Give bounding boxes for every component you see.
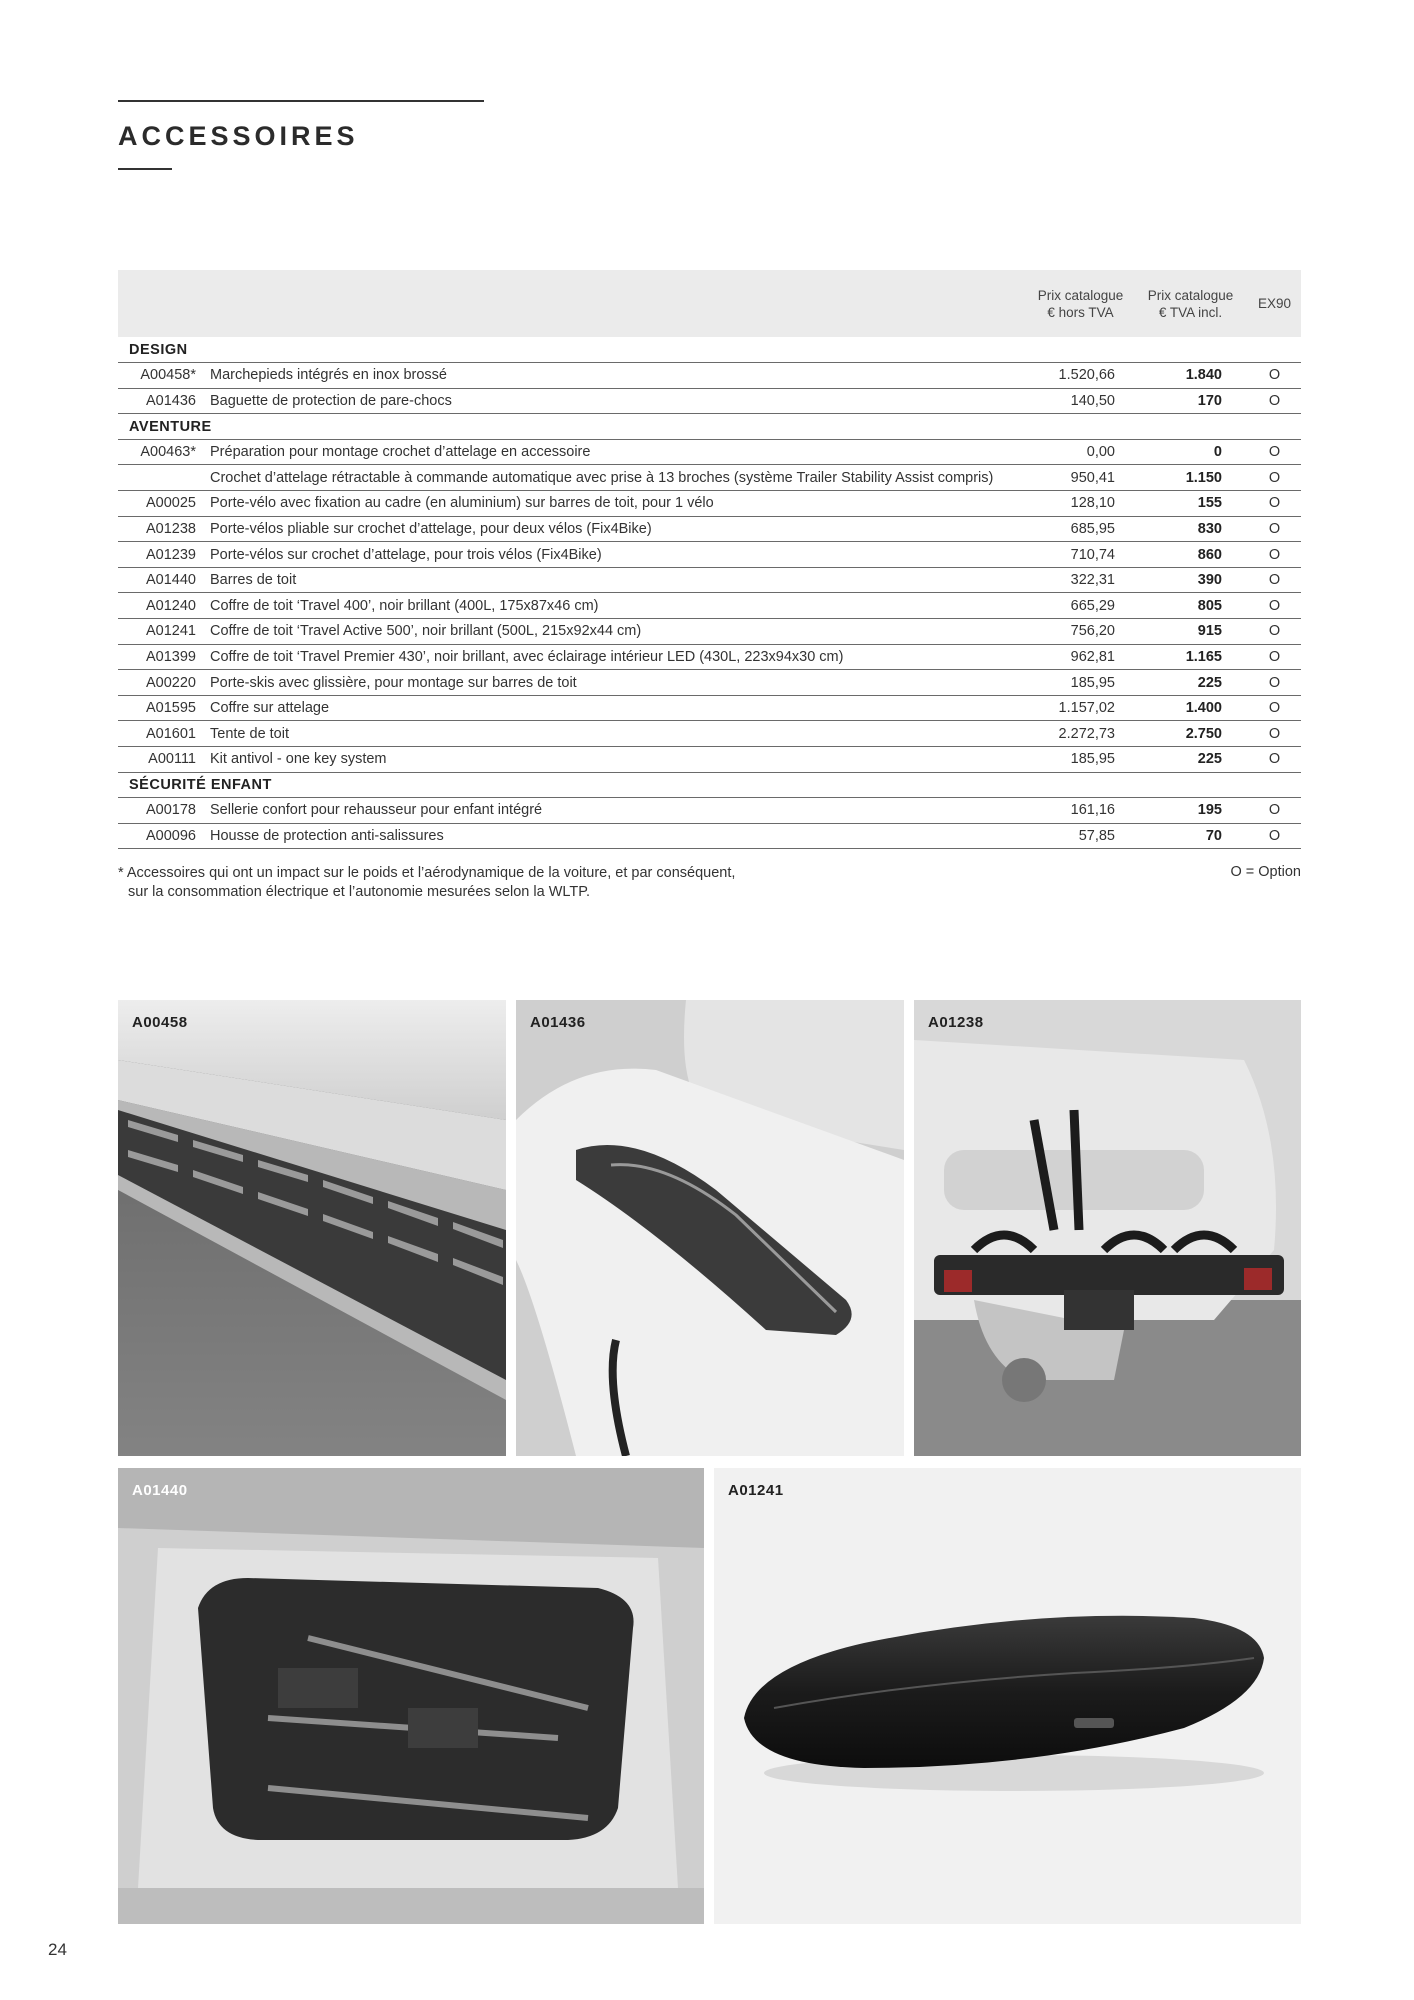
availability: O: [1248, 619, 1301, 645]
price-incl-vat: 70: [1133, 823, 1248, 849]
availability: O: [1248, 798, 1301, 824]
table-row: [118, 363, 1301, 389]
price-incl-vat: 1.165: [1133, 644, 1248, 670]
availability: O: [1248, 670, 1301, 696]
availability: O: [1248, 644, 1301, 670]
item-code: A00025: [118, 491, 210, 517]
item-description: Porte-vélos pliable sur crochet d’attelage, pour deux vélos (Fix4Bike): [210, 516, 1028, 542]
table-row: [118, 491, 1301, 517]
item-code: A01601: [118, 721, 210, 747]
price-excl-vat: 1.520,66: [1028, 363, 1133, 389]
item-description: Coffre de toit ‘Travel 400’, noir brillant (400L, 175x87x46 cm): [210, 593, 1028, 619]
photo-label: A01238: [928, 1014, 984, 1031]
table-row: [118, 593, 1301, 619]
header-price-excl-line2: € hors TVA: [1047, 304, 1114, 320]
header-price-incl-line2: € TVA incl.: [1158, 304, 1223, 320]
table-row: [118, 798, 1301, 824]
item-description: Porte-vélos sur crochet d’attelage, pour trois vélos (Fix4Bike): [210, 542, 1028, 568]
item-description: Housse de protection anti-salissures: [210, 823, 1028, 849]
item-description: Porte-vélo avec fixation au cadre (en aluminium) sur barres de toit, pour 1 vélo: [210, 491, 1028, 517]
price-incl-vat: 225: [1133, 747, 1248, 773]
table-row: [118, 465, 1301, 491]
price-incl-vat: 1.840: [1133, 363, 1248, 389]
item-description: Baguette de protection de pare-chocs: [210, 388, 1028, 414]
table-row: [118, 516, 1301, 542]
roof-bars-illustration: [118, 1468, 704, 1924]
table-header-row: [118, 270, 1301, 337]
item-code: A01241: [118, 619, 210, 645]
item-description: Sellerie confort pour rehausseur pour enfant intégré: [210, 798, 1028, 824]
header-price-incl-line1: Prix catalogue: [1147, 287, 1234, 303]
availability: O: [1248, 363, 1301, 389]
item-description: Kit antivol - one key system: [210, 747, 1028, 773]
table-row: [118, 721, 1301, 747]
price-excl-vat: 665,29: [1028, 593, 1133, 619]
item-code: A01440: [118, 567, 210, 593]
item-code: A01595: [118, 695, 210, 721]
price-excl-vat: 685,95: [1028, 516, 1133, 542]
photo-label: A01436: [530, 1014, 586, 1031]
item-description: Porte-skis avec glissière, pour montage sur barres de toit: [210, 670, 1028, 696]
section-title: DESIGN: [118, 337, 1301, 363]
header-code: [118, 270, 210, 337]
item-code: A01436: [118, 388, 210, 414]
price-excl-vat: 161,16: [1028, 798, 1133, 824]
availability: O: [1248, 823, 1301, 849]
footnote-line-2: sur la consommation électrique et l’autonomie mesurées selon la WLTP.: [128, 884, 591, 900]
photo-running-boards: [118, 1000, 506, 1456]
price-incl-vat: 2.750: [1133, 721, 1248, 747]
item-description: Barres de toit: [210, 567, 1028, 593]
photo-label: A00458: [132, 1014, 188, 1031]
title-underline: [118, 168, 172, 170]
item-description: Marchepieds intégrés en inox brossé: [210, 363, 1028, 389]
price-incl-vat: 1.150: [1133, 465, 1248, 491]
item-code: A01239: [118, 542, 210, 568]
price-incl-vat: 1.400: [1133, 695, 1248, 721]
price-table: [118, 270, 1301, 849]
option-legend: O = Option: [1230, 864, 1301, 880]
price-incl-vat: 830: [1133, 516, 1248, 542]
availability: O: [1248, 516, 1301, 542]
photo-roof-box: [714, 1468, 1301, 1924]
price-excl-vat: 140,50: [1028, 388, 1133, 414]
availability: O: [1248, 542, 1301, 568]
section-title: SÉCURITÉ ENFANT: [118, 772, 1301, 798]
footnote: [118, 864, 735, 902]
item-description: Crochet d’attelage rétractable à commande automatique avec prise à 13 broches (système Trailer Stability Assist compris): [210, 465, 1028, 491]
availability: O: [1248, 721, 1301, 747]
table-row: [118, 823, 1301, 849]
availability: O: [1248, 491, 1301, 517]
item-code: A00220: [118, 670, 210, 696]
item-code: A00458*: [118, 363, 210, 389]
bumper-illustration: [516, 1000, 904, 1456]
footnote-line-1: * Accessoires qui ont un impact sur le poids et l’aérodynamique de la voiture, et par conséquent,: [118, 865, 736, 881]
table-row: [118, 644, 1301, 670]
price-excl-vat: 185,95: [1028, 670, 1133, 696]
item-description: Préparation pour montage crochet d’attelage en accessoire: [210, 439, 1028, 465]
header-price-incl-vat: [1133, 270, 1248, 337]
price-incl-vat: 915: [1133, 619, 1248, 645]
table-row: [118, 747, 1301, 773]
price-excl-vat: 0,00: [1028, 439, 1133, 465]
availability: O: [1248, 388, 1301, 414]
photo-roof-bars: [118, 1468, 704, 1924]
header-model: EX90: [1257, 296, 1292, 311]
price-excl-vat: 710,74: [1028, 542, 1133, 568]
header-price-excl-vat: [1028, 270, 1133, 337]
item-code: A00111: [118, 747, 210, 773]
table-row: [118, 388, 1301, 414]
photo-label: A01241: [728, 1482, 784, 1499]
availability: O: [1248, 747, 1301, 773]
roof-box-illustration: [714, 1468, 1301, 1924]
table-body: [118, 337, 1301, 849]
price-excl-vat: 962,81: [1028, 644, 1133, 670]
price-table-container: [118, 270, 1301, 849]
table-row: [118, 542, 1301, 568]
price-excl-vat: 322,31: [1028, 567, 1133, 593]
item-code: A01399: [118, 644, 210, 670]
running-board-illustration: [118, 1000, 506, 1456]
price-incl-vat: 390: [1133, 567, 1248, 593]
price-incl-vat: 225: [1133, 670, 1248, 696]
availability: O: [1248, 567, 1301, 593]
price-incl-vat: 0: [1133, 439, 1248, 465]
photo-bumper-protection: [516, 1000, 904, 1456]
photo-label: A01440: [132, 1482, 188, 1499]
item-code: A00463*: [118, 439, 210, 465]
price-excl-vat: 950,41: [1028, 465, 1133, 491]
header-description: [210, 270, 1028, 337]
price-excl-vat: 756,20: [1028, 619, 1133, 645]
item-description: Coffre de toit ‘Travel Premier 430’, noir brillant, avec éclairage intérieur LED (430L, 223x94x30 cm): [210, 644, 1028, 670]
price-excl-vat: 2.272,73: [1028, 721, 1133, 747]
item-description: Coffre de toit ‘Travel Active 500’, noir brillant (500L, 215x92x44 cm): [210, 619, 1028, 645]
photo-bike-carrier: [914, 1000, 1301, 1456]
table-row: [118, 670, 1301, 696]
price-incl-vat: 170: [1133, 388, 1248, 414]
availability: O: [1248, 695, 1301, 721]
availability: O: [1248, 593, 1301, 619]
price-incl-vat: 155: [1133, 491, 1248, 517]
item-code: A01240: [118, 593, 210, 619]
item-code: A01238: [118, 516, 210, 542]
table-row: [118, 619, 1301, 645]
item-description: Coffre sur attelage: [210, 695, 1028, 721]
item-code: [118, 465, 210, 491]
section-row: [118, 772, 1301, 798]
price-excl-vat: 128,10: [1028, 491, 1133, 517]
item-description: Tente de toit: [210, 721, 1028, 747]
header-top-rule: [118, 100, 484, 102]
item-code: A00178: [118, 798, 210, 824]
table-row: [118, 695, 1301, 721]
availability: O: [1248, 439, 1301, 465]
price-incl-vat: 860: [1133, 542, 1248, 568]
page-title: ACCESSOIRES: [118, 121, 359, 151]
bike-carrier-illustration: [914, 1000, 1301, 1456]
price-incl-vat: 195: [1133, 798, 1248, 824]
price-excl-vat: 1.157,02: [1028, 695, 1133, 721]
availability: O: [1248, 465, 1301, 491]
section-title: AVENTURE: [118, 414, 1301, 440]
price-excl-vat: 57,85: [1028, 823, 1133, 849]
header-price-excl-line1: Prix catalogue: [1037, 287, 1124, 303]
section-row: [118, 414, 1301, 440]
table-row: [118, 567, 1301, 593]
price-excl-vat: 185,95: [1028, 747, 1133, 773]
item-code: A00096: [118, 823, 210, 849]
section-row: [118, 337, 1301, 363]
table-row: [118, 439, 1301, 465]
price-incl-vat: 805: [1133, 593, 1248, 619]
page-number: 24: [48, 1940, 67, 1959]
